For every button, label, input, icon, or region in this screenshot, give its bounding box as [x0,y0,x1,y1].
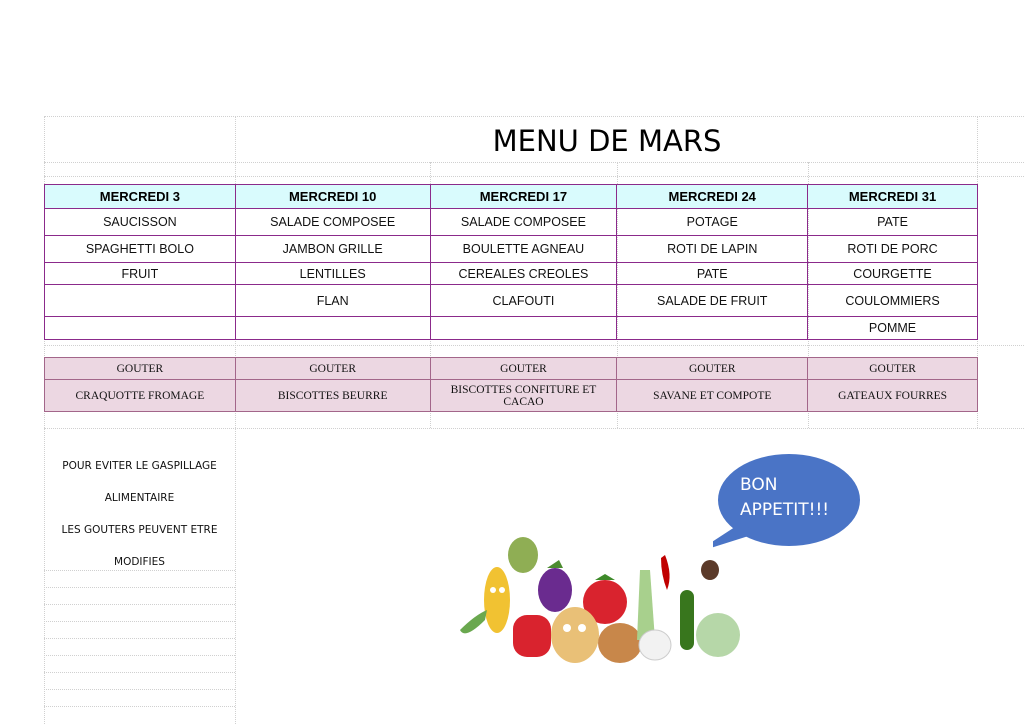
gouter-label: GOUTER [45,358,236,380]
day-header: MERCREDI 3 [45,185,236,209]
cabbage-icon [696,613,740,657]
menu-cell: POMME [808,317,978,340]
menu-cell [430,317,617,340]
gouter-item: SAVANE ET COMPOTE [617,380,808,412]
menu-cell: FRUIT [45,263,236,285]
gridline [44,176,1024,177]
note-line: MODIFIES [114,556,165,568]
gridline [44,638,235,639]
cucumber-icon [680,590,694,650]
gouter-item: CRAQUOTTE FROMAGE [45,380,236,412]
menu-cell: FLAN [235,285,430,317]
gouter-table [44,357,978,412]
gouter-label: GOUTER [808,358,978,380]
gridline [44,570,235,571]
gouter-label-row [45,358,978,380]
gridline [44,428,1024,429]
bubble-text-line2: APPETIT!!! [740,500,830,520]
corn-icon [460,567,510,633]
day-header: MERCREDI 24 [617,185,808,209]
olive-icon [701,560,719,580]
gouter-label: GOUTER [617,358,808,380]
menu-row [45,263,978,285]
gouter-item: BISCOTTES BEURRE [235,380,430,412]
menu-cell: LENTILLES [235,263,430,285]
potato-icon [551,607,599,663]
menu-cell: SALADE COMPOSEE [430,209,617,236]
menu-row [45,317,978,340]
menu-cell: PATE [808,209,978,236]
menu-cell [45,317,236,340]
menu-cell: BOULETTE AGNEAU [430,236,617,263]
menu-cell: COURGETTE [808,263,978,285]
menu-cell: CEREALES CREOLES [430,263,617,285]
eggplant-icon [538,560,572,612]
gridline [44,621,235,622]
note-line: ALIMENTAIRE [104,492,175,504]
gouter-label: GOUTER [430,358,617,380]
gridline [44,162,1024,163]
gridline [44,689,235,690]
menu-cell [235,317,430,340]
gridline [44,706,235,707]
gridline [44,587,235,588]
gridline [44,604,235,605]
menu-table [44,184,978,340]
day-header: MERCREDI 17 [430,185,617,209]
note-line: POUR EVITER LE GASPILLAGE [62,460,217,472]
garlic-icon [639,630,671,660]
menu-cell: ROTI DE PORC [808,236,978,263]
menu-cell: CLAFOUTI [430,285,617,317]
note-line: LES GOUTERS PEUVENT ETRE [61,524,218,536]
leek-icon [637,570,655,640]
menu-cell: JAMBON GRILLE [235,236,430,263]
onion-icon [598,623,642,663]
gridline [44,672,235,673]
bubble-text-line1: BON [740,475,778,495]
menu-cell [45,285,236,317]
gouter-label: GOUTER [235,358,430,380]
gridline [44,345,1024,346]
pepper-icon [513,615,551,657]
gridline [44,116,1024,117]
menu-cell: ROTI DE LAPIN [617,236,808,263]
menu-cell: POTAGE [617,209,808,236]
gouter-item: BISCOTTES CONFITURE ET CACAO [430,380,617,412]
page-title: MENU DE MARS [492,124,722,158]
menu-cell: SALADE DE FRUIT [617,285,808,317]
day-header: MERCREDI 31 [808,185,978,209]
gridline [44,655,235,656]
chili-icon [661,555,670,590]
gouter-item-row [45,380,978,412]
menu-cell [617,317,808,340]
menu-header-row [45,185,978,209]
menu-row [45,209,978,236]
menu-cell: COULOMMIERS [808,285,978,317]
artichoke-icon [508,537,538,573]
menu-cell: SALADE COMPOSEE [235,209,430,236]
menu-row [45,236,978,263]
menu-cell: SPAGHETTI BOLO [45,236,236,263]
menu-cell: PATE [617,263,808,285]
vegetables-illustration [455,530,750,670]
menu-row [45,285,978,317]
day-header: MERCREDI 10 [235,185,430,209]
menu-cell: SAUCISSON [45,209,236,236]
gouter-item: GATEAUX FOURRES [808,380,978,412]
